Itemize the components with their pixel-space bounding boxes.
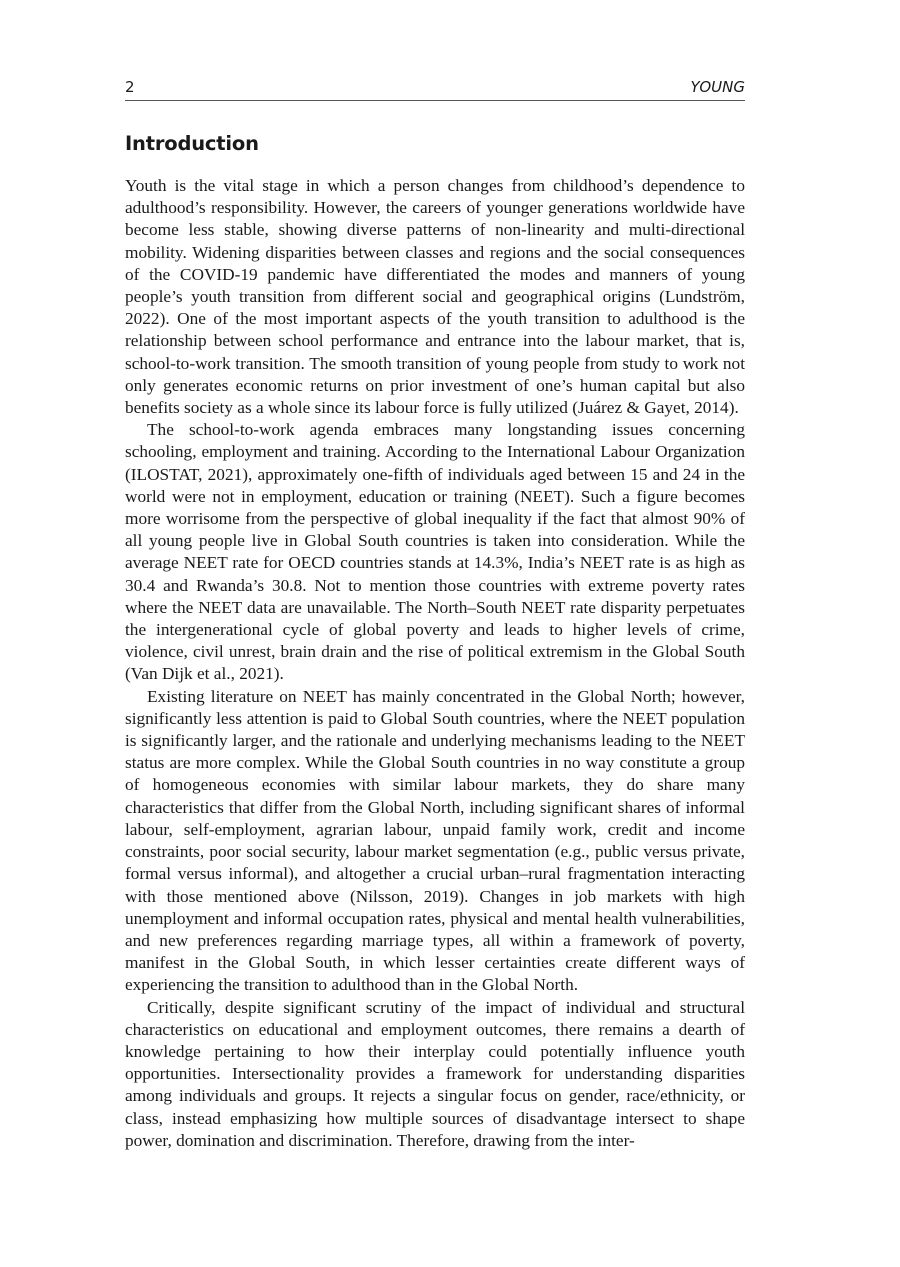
body-text bbox=[125, 175, 745, 1152]
journal-name: YOUNG bbox=[690, 78, 745, 96]
paragraph-1: Youth is the vital stage in which a person changes from childhood’s dependence to adulthood’s responsibility. However, the careers of younger generations worldwide have become less stable, showing diverse patterns of non-linearity and multi-directional mobility. Widening disparities between classes and regions and the social consequences of the COVID-19 pandemic have differentiated the modes and manners of young people’s youth transition from different social and geographical origins (Lundström, 2022). One of the most important aspects of the youth transition to adulthood is the relationship between school performance and entrance into the labour market, that is, school-to-work transition. The smooth transition of young people from study to work not only generates economic returns on prior investment of one’s human capital but also benefits society as a whole since its labour force is fully utilized (Juárez & Gayet, 2014). bbox=[125, 176, 745, 418]
page-number: 2 bbox=[125, 78, 135, 96]
section-title: Introduction bbox=[125, 132, 259, 155]
paragraph-3: Existing literature on NEET has mainly concentrated in the Global North; however, significantly less attention is paid to Global South countries, where the NEET population is significantly larger, and the rationale and underlying mechanisms leading to the NEET status are more complex. While the Global South countries in no way constitute a group of homogeneous economies with similar labour markets, they do share many characteristics that differ from the Global North, including significant shares of informal labour, self-employment, agrarian labour, unpaid family work, credit and income constraints, poor social security, labour market segmentation (e.g., public versus private, formal versus informal), and altogether a crucial urban–rural fragmentation interacting with those mentioned above (Nilsson, 2019). Changes in job markets with high unemployment and informal occupation rates, physical and mental health vulnerabilities, and new preferences regarding marriage types, all within a framework of poverty, manifest in the Global South, in which lesser certainties create different ways of experiencing the transition to adulthood than in the Global North. bbox=[125, 686, 745, 995]
paragraph-4: Critically, despite significant scrutiny of the impact of individual and structural characteristics on educational and employment outcomes, there remains a dearth of knowledge pertaining to how their interplay could potentially influence youth opportunities. Intersectionality provides a framework for understanding disparities among individuals and groups. It rejects a singular focus on gender, race/ethnicity, or class, instead emphasizing how multiple sources of disadvantage intersect to shape power, domination and discrimination. Therefore, drawing from the inter- bbox=[125, 997, 745, 1150]
paragraph-2: The school-to-work agenda embraces many longstanding issues concerning schooling, employment and training. According to the International Labour Organization (ILOSTAT, 2021), approximately one-fifth of individuals aged between 15 and 24 in the world were not in employment, education or training (NEET). Such a figure becomes more worrisome from the perspective of global inequality if the fact that almost 90% of all young people live in Global South countries is taken into consideration. While the average NEET rate for OECD countries stands at 14.3%, India’s NEET rate is as high as 30.4 and Rwanda’s 30.8. Not to mention those countries with extreme poverty rates where the NEET data are unavailable. The North–South NEET rate disparity perpetuates the intergenerational cycle of global poverty and leads to higher levels of crime, violence, civil unrest, brain drain and the rise of political extremism in the Global South (Van Dijk et al., 2021). bbox=[125, 420, 745, 684]
running-header bbox=[125, 76, 745, 101]
